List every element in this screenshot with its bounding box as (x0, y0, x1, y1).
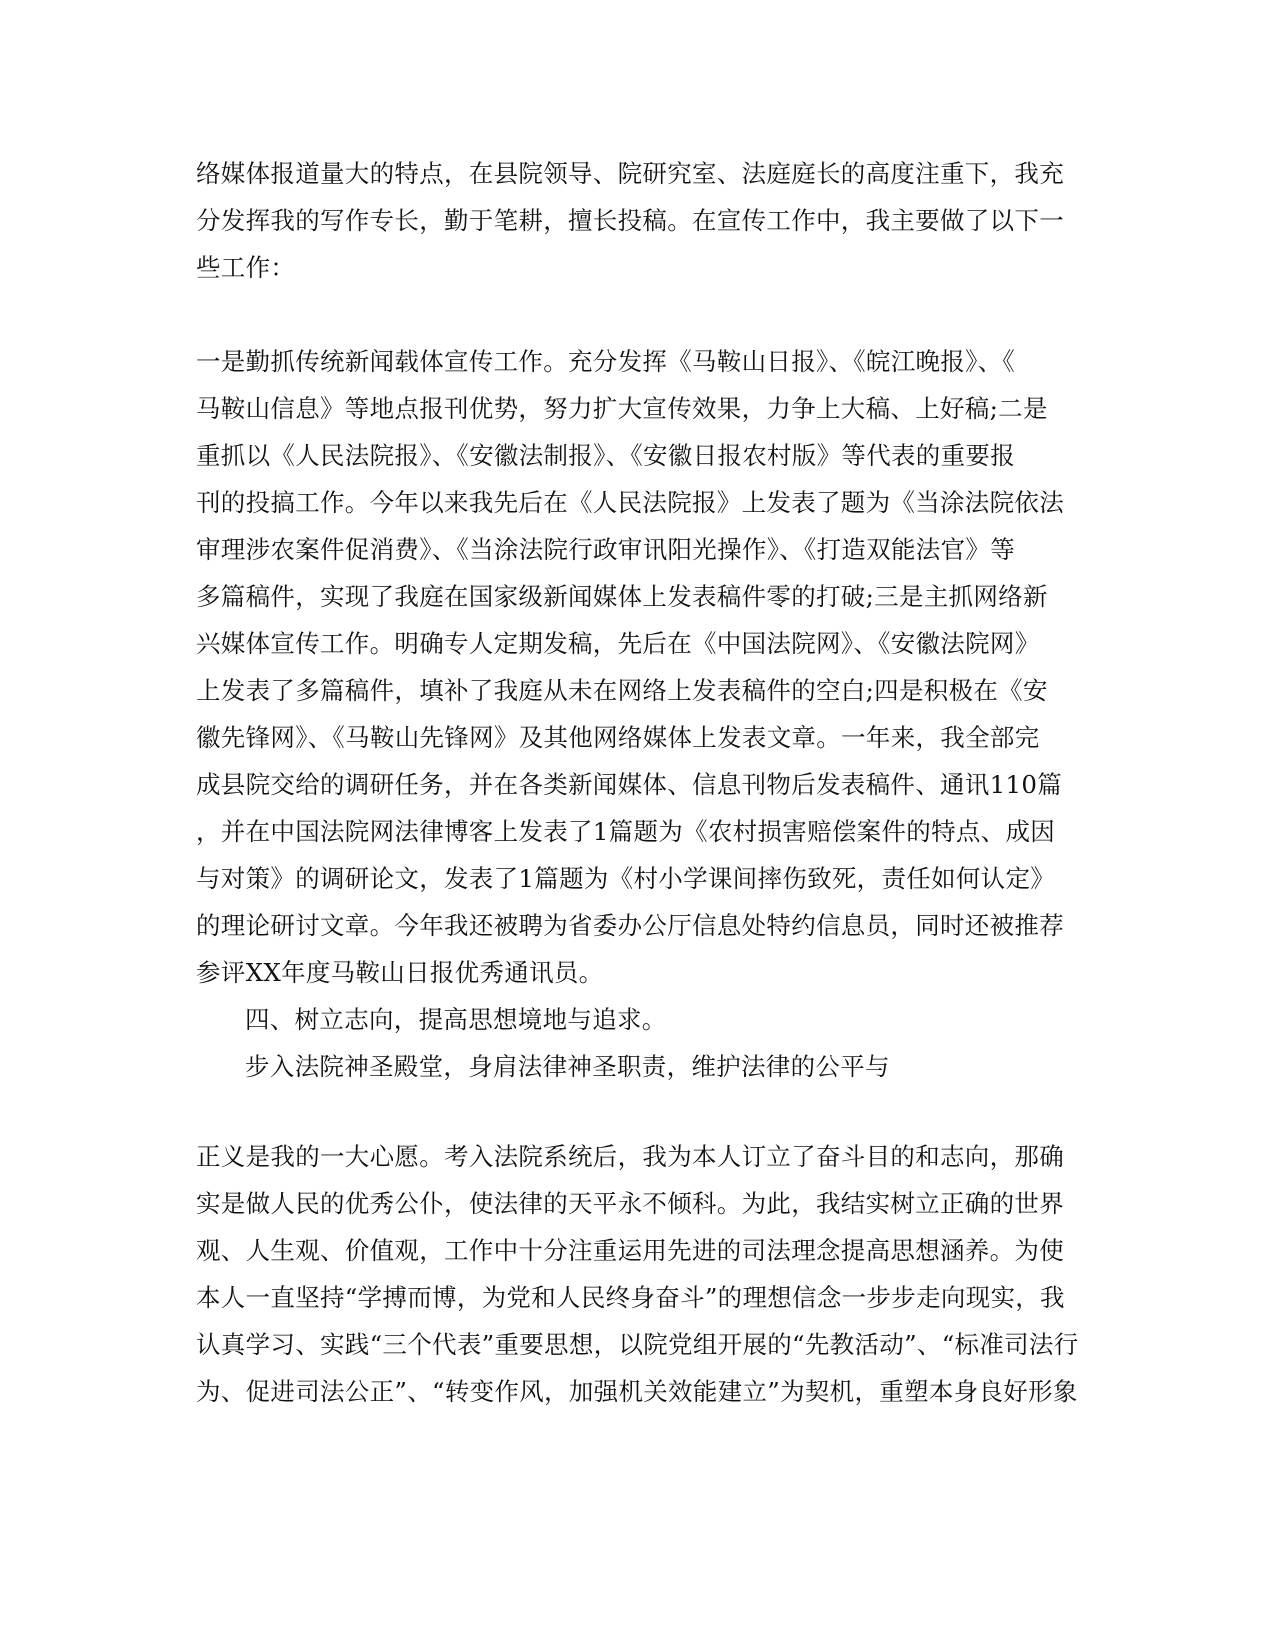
text-line: 多篇稿件，实现了我庭在国家级新闻媒体上发表稿件零的打破;三是主抓网络新 (196, 582, 1048, 611)
text-line: 徽先锋网》、《马鞍山先锋网》及其他网络媒体上发表文章。一年来，我全部完 (196, 723, 1040, 752)
text-line: 重抓以《人民法院报》、《安徽法制报》、《安徽日报农村版》等代表的重要报 (196, 441, 1015, 470)
text-line: 审理涉农案件促消费》、《当涂法院行政审讯阳光操作》、《打造双能法官》等 (196, 535, 1015, 564)
text-line: 马鞍山信息》等地点报刊优势，努力扩大宣传效果，力争上大稿、上好稿;二是 (196, 394, 1048, 423)
text-line: 络媒体报道量大的特点，在县院领导、院研究室、法庭庭长的高度注重下，我充 (196, 159, 1064, 188)
text-line: 认真学习、实践“三个代表”重要思想，以院党组开展的“先教活动”、“标准司法行 (196, 1330, 1079, 1359)
text-line: 正义是我的一大心愿。考入法院系统后，我为本人订立了奋斗目的和志向，那确 (196, 1142, 1064, 1171)
text-line: 上发表了多篇稿件，填补了我庭从未在网络上发表稿件的空白;四是积极在《安 (196, 676, 1048, 705)
text-line: 观、人生观、价值观，工作中十分注重运用先进的司法理念提高思想涵养。为使 (196, 1236, 1064, 1265)
text-line: 兴媒体宣传工作。明确专人定期发稿，先后在《中国法院网》、《安徽法院网》 (196, 629, 1040, 658)
text-line: 实是做人民的优秀公仆，使法律的天平永不倾科。为此，我结实树立正确的世界 (196, 1189, 1064, 1218)
text-line: 参评XX年度马鞍山日报优秀通讯员。 (196, 958, 604, 987)
text-line: 一是勤抓传统新闻载体宣传工作。充分发挥《马鞍山日报》、《皖江晚报》、《 (196, 347, 1015, 376)
paragraph-start: 步入法院神圣殿堂，身肩法律神圣职责，维护法律的公平与 (245, 1052, 890, 1081)
section-heading: 四、树立志向，提高思想境地与追求。 (245, 1005, 667, 1034)
text-line: 刊的投搞工作。今年以来我先后在《人民法院报》上发表了题为《当涂法院依法 (196, 488, 1064, 517)
text-line: 为、促进司法公正”、“转变作风，加强机关效能建立”为契机，重塑本身良好形象 (196, 1377, 1078, 1406)
text-line: 些工作： (196, 253, 296, 282)
text-line: 成县院交给的调研任务，并在各类新闻媒体、信息刊物后发表稿件、通讯110篇 (196, 770, 1063, 799)
text-line: 的理论研讨文章。今年我还被聘为省委办公厅信息处特约信息员，同时还被推荐 (196, 911, 1064, 940)
text-line: 分发挥我的写作专长，勤于笔耕，擅长投稿。在宣传工作中，我主要做了以下一 (196, 206, 1064, 235)
text-line: 与对策》的调研论文，发表了1篇题为《村小学课间摔伤致死，责任如何认定》 (196, 864, 1056, 893)
text-line: 本人一直坚持“学搏而博，为党和人民终身奋斗”的理想信念一步步走向现实，我 (196, 1283, 1065, 1312)
text-line: ，并在中国法院网法律博客上发表了1篇题为《农村损害赔偿案件的特点、成因 (196, 817, 1056, 846)
